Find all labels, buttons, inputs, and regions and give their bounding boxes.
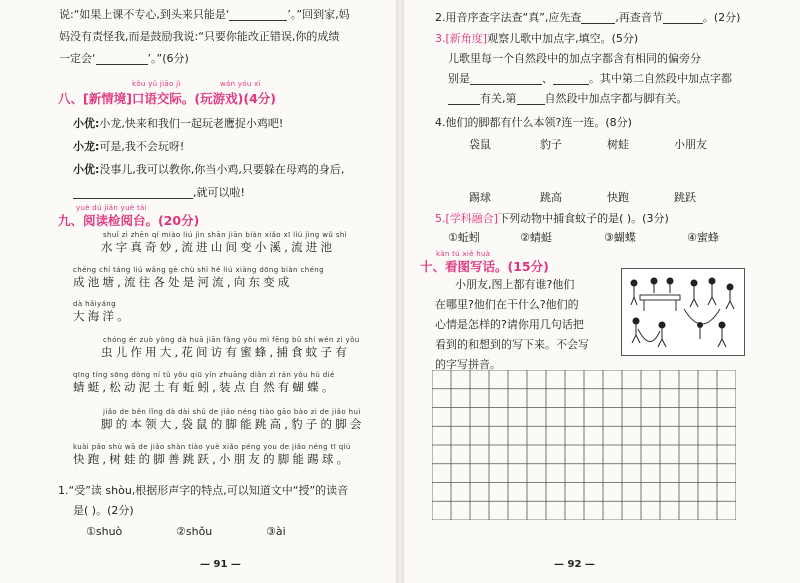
page-number-91: — 91 — (200, 559, 241, 570)
section8-title: 八、[新情境]口语交际。(玩游戏)(4分) (58, 91, 276, 106)
dialog-xiaoyou-2-end: ,就可以啦! (73, 186, 245, 199)
question-1-option-1[interactable]: ①shuò (86, 525, 123, 538)
passage-line-1: 说:“如果上课不专心,到头来只能是‘ ’。”回到家,妈 (59, 8, 350, 21)
question-4-stem: 4.他们的脚都有什么本领?连一连。(8分) (435, 116, 632, 129)
answer-blank-q3a[interactable] (470, 74, 506, 85)
poem-pinyin-3: dà hǎiyáng (73, 300, 116, 308)
question-3-line-3: 别是 、 。其中第二自然段中加点字都 (448, 72, 732, 85)
section9-pinyin: yuè dú jiǎn yuè tái (76, 204, 147, 212)
section9-title: 九、阅读检阅台。(20分) (58, 213, 200, 228)
answer-blank-q2a[interactable] (581, 13, 615, 24)
poem-pinyin-6: jiǎo de běn lǐng dà dài shǔ de jiǎo néng tiào gāo bào zi de jiǎo huì (103, 408, 361, 416)
question-1-stem-2: 是( )。(2分) (73, 504, 134, 517)
answer-blank-q2b[interactable] (663, 13, 703, 24)
section8-pinyin-a: kǒu yǔ jiāo jì (132, 80, 181, 88)
question-5-option-2[interactable]: ②蜻蜓 (520, 231, 552, 244)
dialog-xiaoyou-2: 小优:没事儿,我可以教你,你当小鸡,只要躲在母鸡的身后, (73, 163, 345, 176)
question-5-option-3[interactable]: ③蝴蝶 (604, 231, 636, 244)
picture-writing-line-2: 在哪里?他们在干什么?他们的 (435, 298, 579, 311)
match-top-1[interactable]: 袋鼠 (469, 138, 491, 151)
question-1-option-2[interactable]: ②shǒu (176, 525, 213, 538)
question-2: 2.用音序查字法查“真”,应先查 ,再查音节 。(2分) (435, 11, 741, 24)
picture-writing-line-3: 心情是怎样的?请你用几句话把 (435, 318, 584, 331)
children-playing-illustration (621, 268, 745, 356)
answer-blank-q3b[interactable] (506, 74, 542, 85)
section8-pinyin-b: wán yóu xì (220, 80, 261, 88)
page-number-92: — 92 — (554, 559, 595, 570)
match-top-2[interactable]: 豹子 (540, 138, 562, 151)
picture-writing-line-5: 的字写拼音。 (435, 358, 501, 371)
answer-blank-2[interactable] (96, 54, 148, 65)
match-bottom-3[interactable]: 快跑 (607, 191, 629, 204)
poem-line-4: 虫儿作用大,花间访有蜜蜂,捕食蚊子有 (101, 345, 350, 359)
question-1-stem: 1.“受”读 shòu,根据形声字的特点,可以知道文中“授”的读音 (58, 484, 349, 497)
children-playing-drawing (622, 269, 744, 355)
poem-line-3: 大海洋。 (73, 309, 132, 323)
answer-blank-1[interactable] (229, 10, 287, 21)
poem-pinyin-1: shuǐ zì zhēn qí miào liú jìn shān jiān biàn xiǎo xī liú jìng wǔ shì (103, 231, 348, 239)
page-92 (402, 0, 800, 583)
poem-line-6: 脚的本领大,袋鼠的脚能跳高,豹子的脚会 (101, 417, 365, 431)
writing-grid[interactable] (432, 370, 736, 520)
passage-line-2: 妈没有责怪我,而是鼓励我说:“只要你能改正错误,你的成绩 (59, 30, 340, 43)
poem-pinyin-5: qīng tíng sōng dòng ní tǔ yǒu qiū yǐn zhuāng diǎn zì rán yǒu hú dié (73, 371, 335, 379)
picture-writing-line-1: 小朋友,图上都有谁?他们 (455, 278, 575, 291)
question-3-line-4: 有关,第 自然段中加点字都与脚有关。 (448, 92, 688, 105)
poem-line-7: 快跑,树蛙的脚善跳跃,小朋友的脚能踢球。 (73, 452, 352, 466)
dialog-xiaolong: 小龙:可是,我不会玩呀! (73, 140, 185, 153)
match-bottom-2[interactable]: 跳高 (540, 191, 562, 204)
answer-blank-3[interactable] (73, 188, 193, 199)
poem-pinyin-7: kuài pǎo shù wā de jiǎo shàn tiào yuè xiǎo péng you de jiǎo néng tī qiú (73, 443, 351, 451)
question-1-option-3[interactable]: ③ài (266, 525, 286, 538)
poem-line-5: 蜻蜓,松动泥土有蚯蚓,装点自然有蝴蝶。 (73, 380, 337, 394)
question-3-line-2: 儿歌里每一个自然段中的加点字都含有相同的偏旁分 (448, 52, 701, 65)
match-top-3[interactable]: 树蛙 (607, 138, 629, 151)
answer-blank-q3c[interactable] (553, 74, 589, 85)
question-5-option-1[interactable]: ①蚯蚓 (448, 231, 480, 244)
match-bottom-4[interactable]: 跳跃 (674, 191, 696, 204)
picture-writing-line-4: 看到的和想到的写下来。不会写 (435, 338, 589, 351)
question-5-stem: 5.[学科融合]下列动物中捕食蚊子的是( )。(3分) (435, 212, 669, 225)
poem-pinyin-2: chéng chí táng liú wǎng gè chù shì hé liú xiàng dōng biàn chéng (73, 266, 324, 274)
poem-line-2: 成池塘,流往各处是河流,向东变成 (73, 275, 293, 289)
poem-line-1: 水字真奇妙,流进山间变小溪,流进池 (101, 240, 336, 254)
question-3-stem: 3.[新角度]观察儿歌中加点字,填空。(5分) (435, 32, 639, 45)
poem-pinyin-4: chóng ér zuò yòng dà huā jiān fǎng yǒu mì fēng bǔ shí wén zi yǒu (103, 336, 360, 344)
answer-blank-q3e[interactable] (517, 94, 545, 105)
writing-grid-lines (432, 370, 736, 520)
page-91 (0, 0, 398, 583)
match-top-4[interactable]: 小朋友 (674, 138, 707, 151)
section10-title: 十、看图写话。(15分) (420, 259, 549, 274)
section10-pinyin: kàn tú xiě huà (436, 250, 491, 258)
question-5-option-4[interactable]: ④蜜蜂 (687, 231, 719, 244)
passage-line-3: 一定会‘ ’。”(6分) (59, 52, 189, 65)
answer-blank-q3d[interactable] (448, 94, 480, 105)
dialog-xiaoyou-1: 小优:小龙,快来和我们一起玩老鹰捉小鸡吧! (73, 117, 284, 130)
match-bottom-1[interactable]: 踢球 (469, 191, 491, 204)
